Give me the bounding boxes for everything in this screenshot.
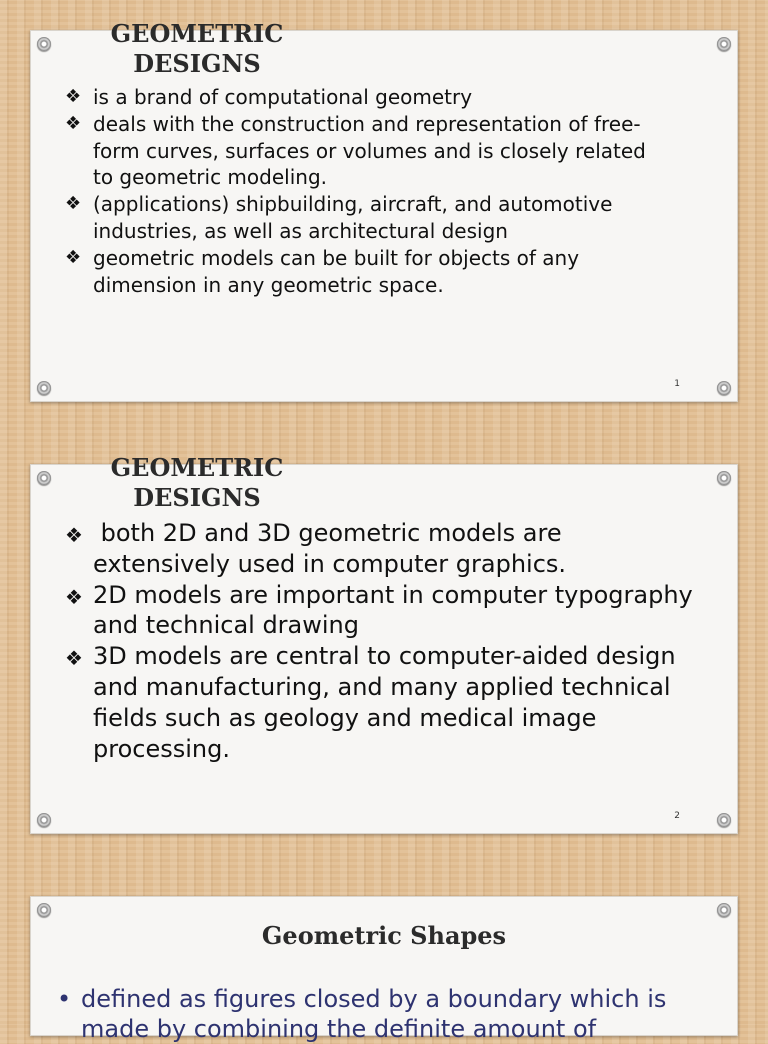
pushpin-icon bbox=[717, 37, 731, 51]
pushpin-icon bbox=[717, 471, 731, 485]
pushpin-icon bbox=[37, 471, 51, 485]
list-item bbox=[61, 111, 661, 191]
pushpin-icon bbox=[717, 903, 731, 917]
pushpin-icon bbox=[37, 813, 51, 827]
slide-3 bbox=[30, 896, 738, 1043]
bullet-text: both 2D and 3D geometric models are extensively used in computer graphics. bbox=[93, 519, 570, 578]
diamond-bullet-icon: ❖ bbox=[65, 112, 82, 134]
list-item bbox=[61, 191, 661, 245]
list-item bbox=[61, 518, 701, 580]
list-item bbox=[57, 984, 717, 1044]
slide-2 bbox=[30, 453, 738, 834]
page-number: 2 bbox=[674, 811, 680, 821]
diamond-bullet-icon: ❖ bbox=[65, 523, 83, 547]
pushpin-icon bbox=[37, 381, 51, 395]
bullet-text: is a brand of computational geometry bbox=[93, 85, 473, 109]
slide-1 bbox=[30, 19, 738, 402]
pushpin-icon bbox=[717, 813, 731, 827]
slide-title: Geometric Shapes bbox=[261, 921, 507, 950]
bullet-text: 3D models are central to computer-aided design and manufacturing, and many applied technical fields such as geology and medical image processing. bbox=[93, 642, 676, 763]
bullet-list bbox=[57, 984, 717, 1044]
bullet-text: (applications) shipbuilding, aircraft, and automotive industries, as well as architectural design bbox=[93, 192, 613, 243]
bullet-text: deals with the construction and representation of free-form curves, surfaces or volumes and is closely related to geometric modeling. bbox=[93, 111, 646, 190]
diamond-bullet-icon: ❖ bbox=[65, 584, 83, 609]
pushpin-icon bbox=[717, 381, 731, 395]
slide-title: GEOMETRIC DESIGNS bbox=[110, 453, 284, 512]
bullet-list bbox=[61, 84, 661, 298]
list-item bbox=[61, 580, 701, 642]
bullet-text: 2D models are important in computer typography and technical drawing bbox=[93, 580, 693, 640]
pushpin-icon bbox=[37, 903, 51, 917]
diamond-bullet-icon: ❖ bbox=[65, 86, 82, 107]
list-item bbox=[61, 84, 661, 111]
page-number: 1 bbox=[674, 379, 680, 389]
diamond-bullet-icon: ❖ bbox=[65, 246, 82, 268]
pushpin-icon bbox=[37, 37, 51, 51]
diamond-bullet-icon: ❖ bbox=[65, 646, 83, 671]
slide-title: GEOMETRIC DESIGNS bbox=[110, 19, 284, 78]
bullet-text: geometric models can be built for objects of any dimension in any geometric space. bbox=[93, 245, 580, 297]
bullet-dot: • bbox=[57, 985, 72, 1013]
list-item bbox=[61, 245, 661, 299]
diamond-bullet-icon: ❖ bbox=[65, 193, 82, 215]
bullet-list bbox=[61, 518, 701, 764]
list-item bbox=[61, 641, 701, 764]
bullet-text: defined as figures closed by a boundary which is made by combining the definite amount of bbox=[81, 985, 667, 1043]
